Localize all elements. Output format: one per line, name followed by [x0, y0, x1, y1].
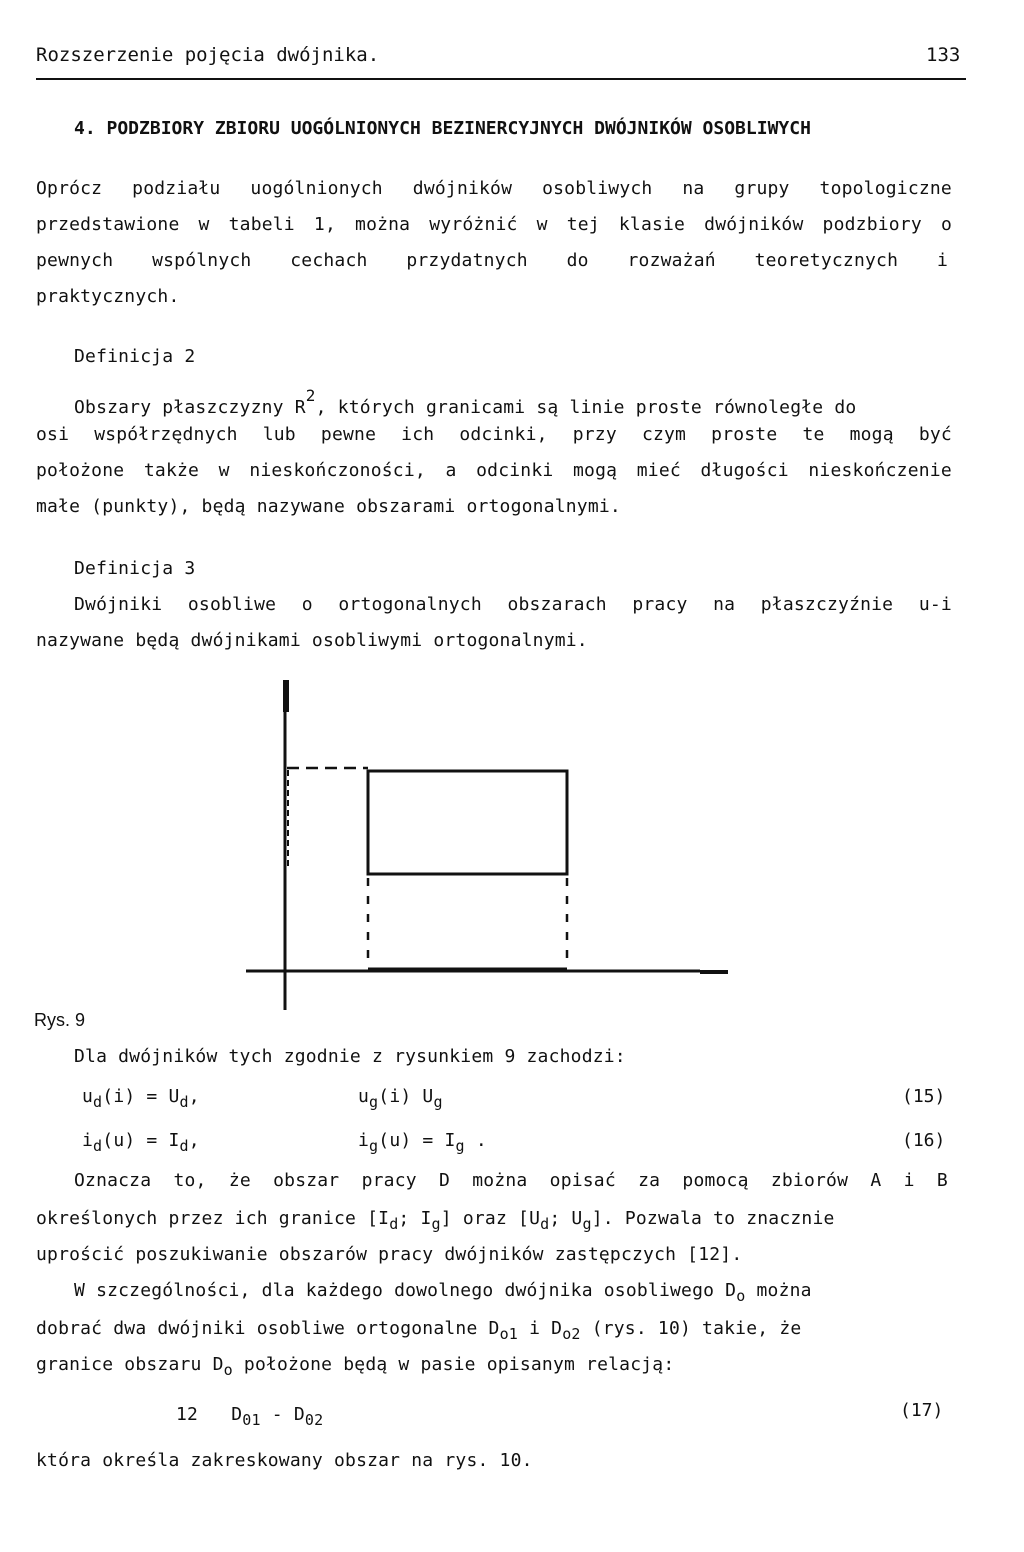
- definition-2-heading: Definicja 2: [74, 346, 196, 367]
- paragraph-2-line-1: W szczególności, dla każdego dowolnego dwójnika osobliwego $D_o$ można: [74, 1280, 812, 1305]
- intro-line-2: przedstawione w tabeli 1, można wyróżnić w tej klasie dwójników podzbiory o: [36, 214, 952, 235]
- definition-2-line-2: osi współrzędnych lub pewne ich odcinki, przy czym proste te mogą być: [36, 424, 952, 445]
- paragraph-2-line-2: dobrać dwa dwójniki osobliwe ortogonalne $D_{o1}$ i $D_{o2}$ (rys. 10) takie, że: [36, 1318, 802, 1343]
- equation-17-number: (17): [900, 1400, 944, 1421]
- page-number: 133: [926, 44, 961, 66]
- definition-3-line-1: Dwójniki osobliwe o ortogonalnych obszarach pracy na płaszczyźnie u-i: [74, 594, 952, 615]
- intro-line-4: praktycznych.: [36, 286, 180, 307]
- orthogonal-region-rect: [368, 771, 567, 874]
- definition-3-heading: Definicja 3: [74, 558, 196, 579]
- running-header-title: Rozszerzenie pojęcia dwójnika.: [36, 44, 380, 66]
- figure-caption: Rys. 9: [34, 1010, 86, 1030]
- closing-line: która określa zakreskowany obszar na rys. 10.: [36, 1450, 533, 1471]
- equation-15-number: (15): [902, 1086, 946, 1107]
- intro-line-1: Oprócz podziału uogólnionych dwójników osobliwych na grupy topologiczne: [36, 178, 952, 199]
- equation-16-right: $i_g(u) = I_g$ .: [358, 1130, 487, 1155]
- section-title: 4. PODZBIORY ZBIORU UOGÓLNIONYCH BEZINERCYJNYCH DWÓJNIKÓW OSOBLIWYCH: [74, 118, 811, 139]
- equation-16-left: $i_d(u) = I_d$,: [82, 1130, 200, 1155]
- definition-2-line-4: małe (punkty), będą nazywane obszarami ortogonalnymi.: [36, 496, 621, 517]
- equation-15-left: $u_d(i) = U_d$,: [82, 1086, 200, 1111]
- definition-3-line-2: nazywane będą dwójnikami osobliwymi ortogonalnymi.: [36, 630, 588, 651]
- paragraph-1-line-1: Oznacza to, że obszar pracy D można opisać za pomocą zbiorów A i B: [74, 1170, 948, 1191]
- paragraph-2-line-3: granice obszaru $D_o$ położone będą w pasie opisanym relacją:: [36, 1354, 675, 1379]
- definition-2-line-3: położone także w nieskończoności, a odcinki mogą mieć długości nieskończenie: [36, 460, 952, 481]
- paragraph-1-line-2: określonych przez ich granice [$I_d$; $I_g$] oraz [$U_d$; $U_g$]. Pozwala to znacznie: [36, 1208, 835, 1233]
- equations-intro: Dla dwójników tych zgodnie z rysunkiem 9 zachodzi:: [74, 1046, 626, 1067]
- intro-line-3: pewnych wspólnych cechach przydatnych do rozważań teoretycznych i: [36, 250, 948, 271]
- paragraph-1-line-3: uprościć poszukiwanie obszarów pracy dwójników zastępczych [12].: [36, 1244, 743, 1265]
- definition-2-line-1: Obszary płaszczyzny $R^2$, których granicami są linie proste równoległe do: [74, 386, 857, 418]
- equation-16-number: (16): [902, 1130, 946, 1151]
- equation-17: 12 $D_{01} - D_{02}$: [176, 1404, 324, 1429]
- equation-15-right: $u_g(i)$ $U_g$: [358, 1086, 443, 1111]
